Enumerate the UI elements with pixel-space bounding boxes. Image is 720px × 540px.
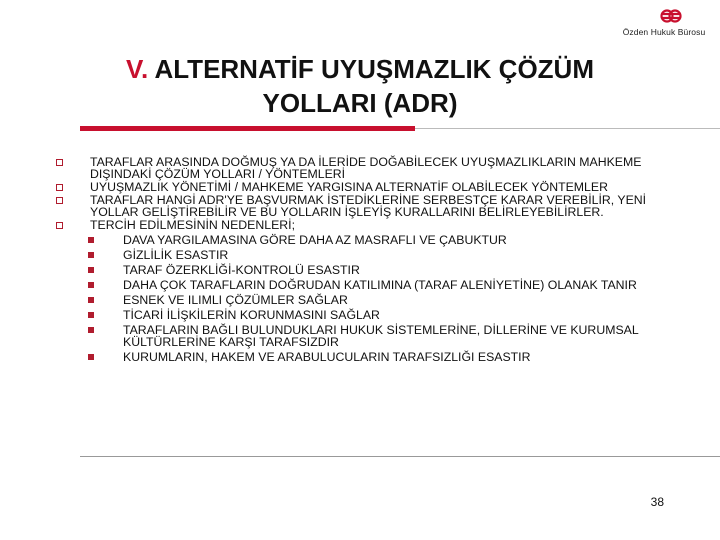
sub-bullet-text: KURUMLARIN, HAKEM VE ARABULUCULARIN TARAFSIZLIĞI ESASTIR — [123, 350, 531, 364]
sub-bullet-item — [50, 279, 670, 291]
sub-bullet-item — [50, 309, 670, 321]
filled-square-bullet-icon — [88, 252, 94, 258]
filled-square-bullet-icon — [88, 327, 94, 333]
hollow-square-bullet-icon — [56, 159, 63, 166]
slide-content — [50, 156, 670, 364]
sub-bullet-item — [50, 234, 670, 246]
sub-bullet-text: GİZLİLİK ESASTIR — [123, 248, 229, 262]
sub-bullet-text: DAHA ÇOK TARAFLARIN DOĞRUDAN KATILIMINA (TARAF ALENİYETİNE) OLANAK TANIR — [123, 278, 637, 292]
bullet-item — [50, 156, 670, 180]
logo-mark-icon — [659, 8, 683, 24]
page-number: 38 — [650, 495, 664, 509]
title-line2: YOLLARI (ADR) — [262, 88, 458, 118]
bullet-item — [50, 194, 670, 218]
bullet-text: TARAFLAR ARASINDA DOĞMUŞ YA DA İLERİDE DOĞABİLECEK UYUŞMAZLIKLARIN MAHKEME DIŞINDAKİ ÇÖZÜM YOLLARI / YÖNTEMLERİ — [90, 155, 642, 181]
filled-square-bullet-icon — [88, 282, 94, 288]
sub-bullet-text: TİCARİ İLİŞKİLERİN KORUNMASINI SAĞLAR — [123, 308, 380, 322]
bullet-text: UYUŞMAZLIK YÖNETİMİ / MAHKEME YARGISINA ALTERNATİF OLABİLECEK YÖNTEMLER — [90, 180, 608, 194]
filled-square-bullet-icon — [88, 354, 94, 360]
title-underline-thin — [415, 128, 720, 129]
slide-title — [40, 52, 680, 120]
bullet-item — [50, 181, 670, 193]
title-number: V. — [126, 54, 149, 84]
bullet-item — [50, 219, 670, 231]
filled-square-bullet-icon — [88, 267, 94, 273]
sub-bullet-item — [50, 264, 670, 276]
sub-bullet-text: TARAF ÖZERKLİĞİ-KONTROLÜ ESASTIR — [123, 263, 360, 277]
bullet-text: TARAFLAR HANGİ ADR'YE BAŞVURMAK İSTEDİKLERİNE SERBESTÇE KARAR VEREBİLİR, YENİ YOLLAR GELİŞTİREBİLİR VE BU YOLLARIN İŞLEYİŞ KURALLARINI BELİRLEYEBİLİRLER. — [90, 193, 647, 219]
hollow-square-bullet-icon — [56, 222, 63, 229]
logo-text: Özden Hukuk Bürosu — [622, 27, 706, 37]
logo — [612, 8, 716, 46]
hollow-square-bullet-icon — [56, 184, 63, 191]
sub-bullet-text: DAVA YARGILAMASINA GÖRE DAHA AZ MASRAFLI VE ÇABUKTUR — [123, 233, 507, 247]
title-line1: ALTERNATİF UYUŞMAZLIK ÇÖZÜM — [154, 54, 594, 84]
sub-bullet-item — [50, 249, 670, 261]
sub-bullet-text: TARAFLARIN BAĞLI BULUNDUKLARI HUKUK SİSTEMLERİNE, DİLLERİNE VE KURUMSAL KÜLTÜRLERİNE KARŞI TARAFSIZDIR — [123, 323, 639, 349]
footer-divider — [80, 456, 720, 457]
bullet-text: TERCİH EDİLMESİNİN NEDENLERİ; — [90, 218, 295, 232]
filled-square-bullet-icon — [88, 297, 94, 303]
filled-square-bullet-icon — [88, 237, 94, 243]
title-underline-accent — [80, 126, 415, 131]
filled-square-bullet-icon — [88, 312, 94, 318]
sub-bullet-text: ESNEK VE ILIMLI ÇÖZÜMLER SAĞLAR — [123, 293, 348, 307]
sub-bullet-item — [50, 351, 670, 363]
hollow-square-bullet-icon — [56, 197, 63, 204]
sub-bullet-item — [50, 294, 670, 306]
sub-bullet-item — [50, 324, 670, 348]
